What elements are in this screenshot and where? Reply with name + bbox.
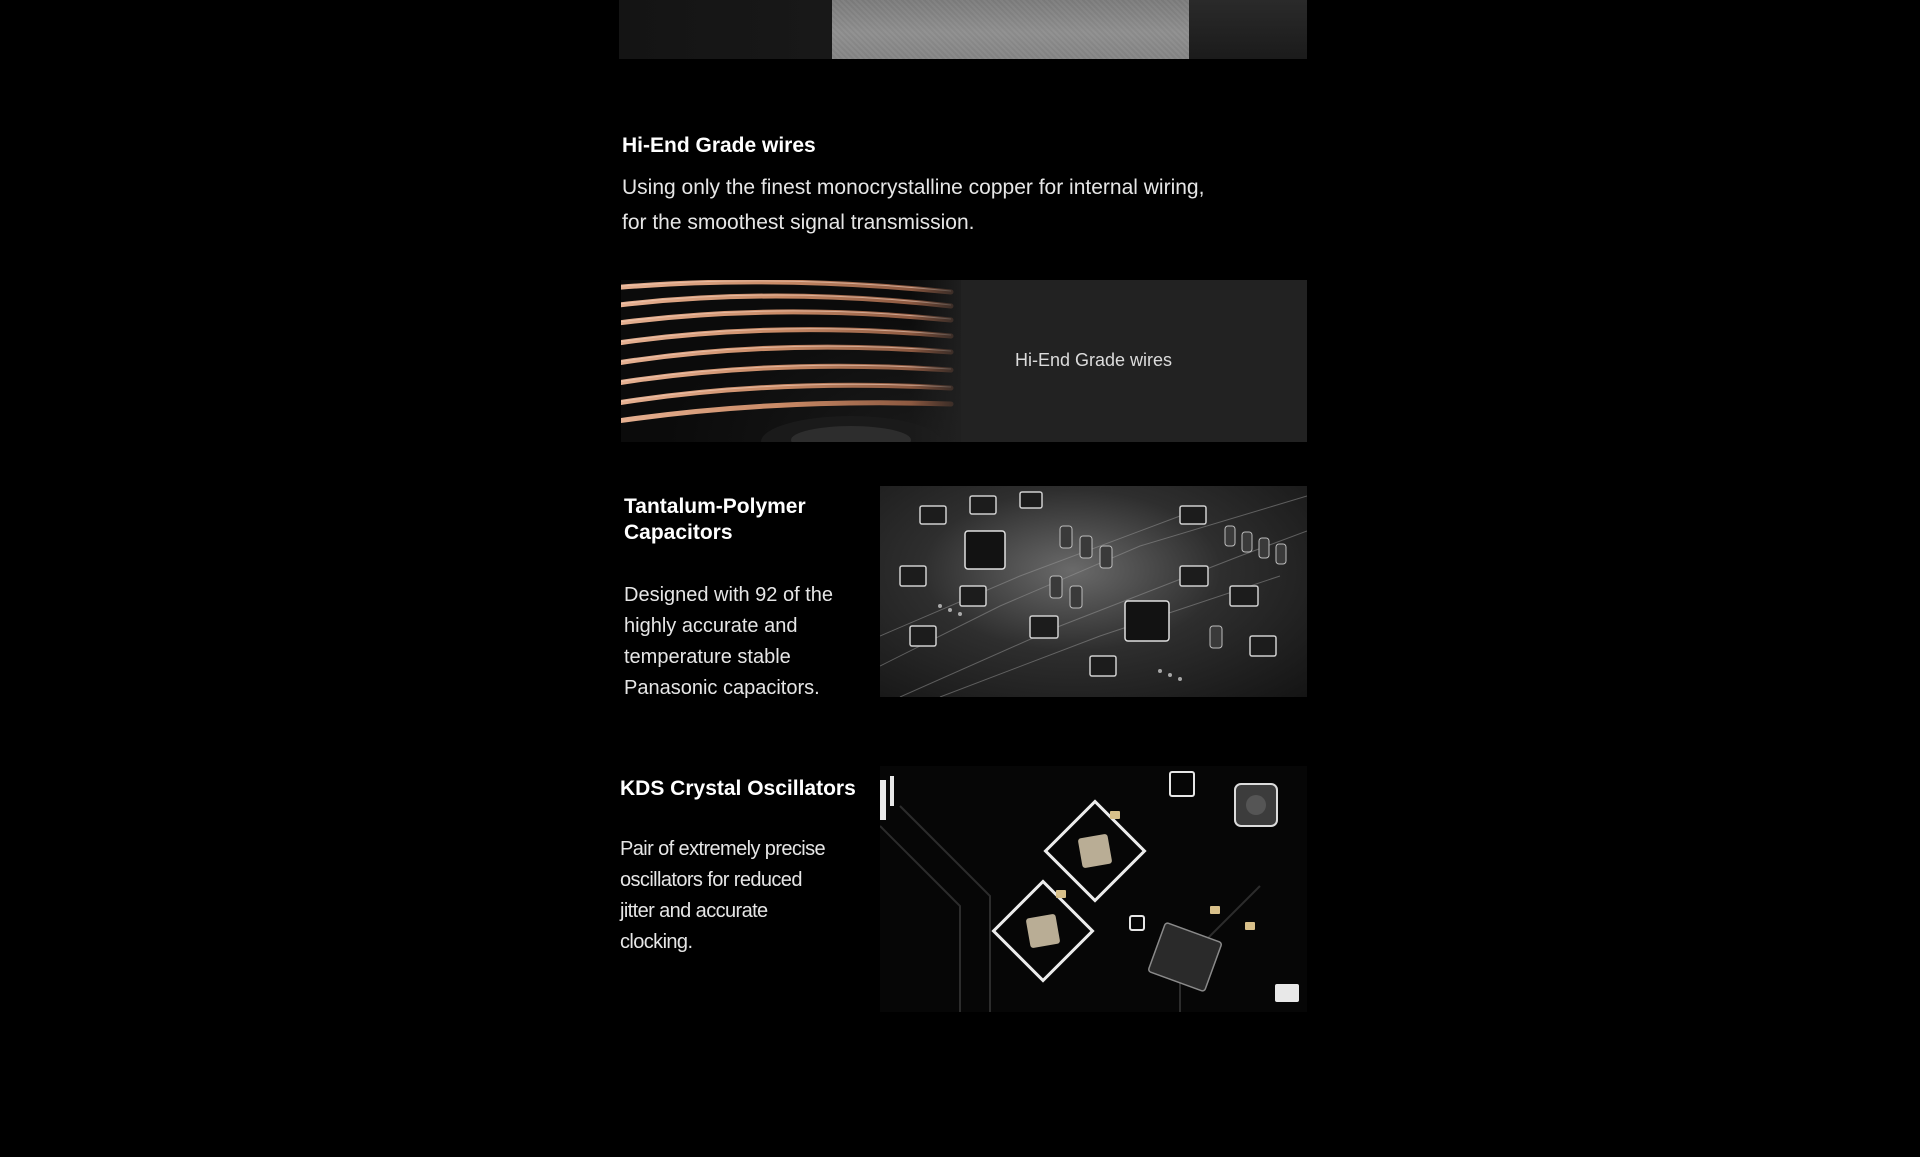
capacitors-section-description [624,580,844,704]
oscillators-circuit-photo [880,766,1307,1012]
wires-description-line: Using only the finest monocrystalline copper for internal wiring, [622,176,1205,199]
capacitors-section-title [624,494,844,546]
wires-banner-image [621,280,1307,442]
capacitors-description-line: temperature stable [624,646,791,668]
capacitors-title-line: Capacitors [624,521,733,544]
top-image-gray-panel [832,0,1189,59]
capacitors-description-line: highly accurate and [624,615,798,637]
capacitors-circuit-photo [880,486,1307,697]
oscillators-description-line: oscillators for reduced [620,869,802,891]
wires-banner-label: Hi-End Grade wires [1015,350,1173,370]
top-image-dark-panel [1189,0,1307,59]
circuit-board-illustration [880,486,1307,697]
oscillators-description-line: Pair of extremely precise [620,838,826,860]
copper-wires-photo [621,280,961,442]
copper-wires-illustration [621,280,961,442]
top-product-image [619,0,1307,59]
oscillators-description-line: jitter and accurate [620,900,768,922]
oscillator-board-illustration [880,766,1307,1012]
oscillators-section-description [620,834,830,958]
banner-fade [911,280,971,442]
capacitors-title-line: Tantalum-Polymer [624,495,806,518]
wires-section-title: Hi-End Grade wires [622,134,816,157]
capacitors-description-line: Panasonic capacitors. [624,677,820,699]
wires-description-line: for the smoothest signal transmission. [622,211,975,234]
capacitors-description-line: Designed with 92 of the [624,584,834,606]
oscillators-description-line: clocking. [620,931,693,953]
wires-section-description [622,170,1222,240]
oscillators-section-title: KDS Crystal Oscillators [620,777,856,800]
